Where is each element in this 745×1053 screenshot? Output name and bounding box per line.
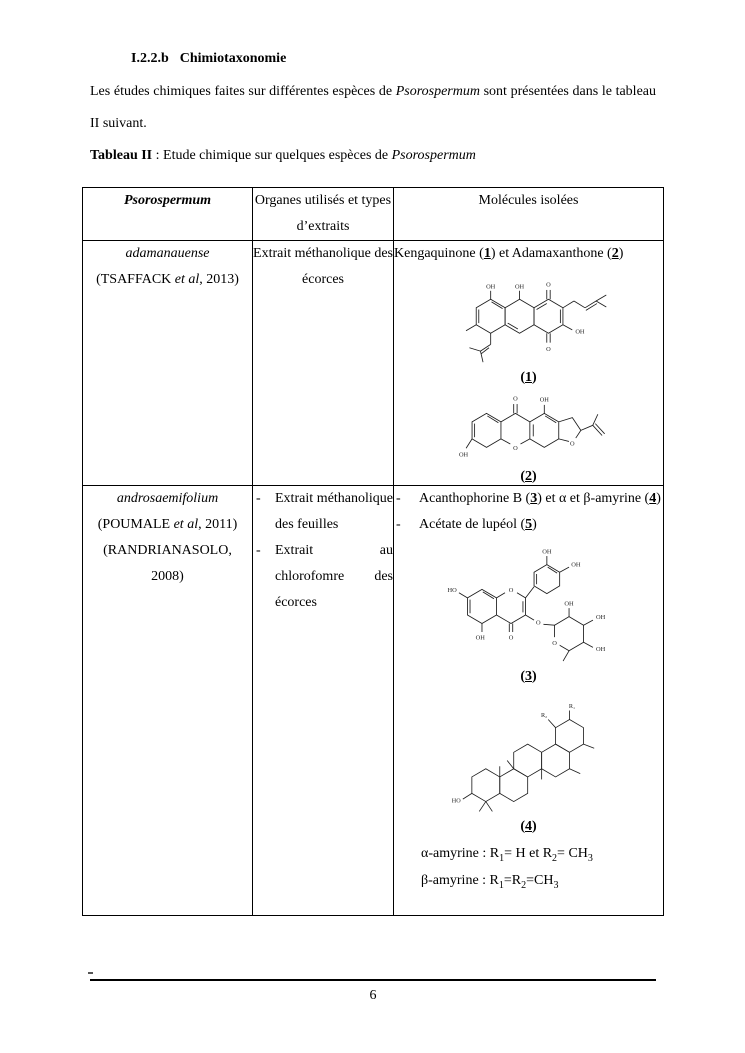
species-name: androsaemifolium xyxy=(116,491,219,506)
species-reference: (POUMALE et al, 2011) xyxy=(97,517,238,532)
list-item xyxy=(253,486,393,538)
atom-label: R₂ xyxy=(540,713,548,720)
organs-cell xyxy=(253,486,394,916)
adamaxanthone-structure-drawing xyxy=(444,386,614,468)
table-row-androsaemifolium xyxy=(83,486,664,916)
atom-label: OH xyxy=(596,645,606,653)
atom-label: O xyxy=(546,346,551,354)
bond-lines xyxy=(459,556,593,661)
atom-label: OH xyxy=(475,634,485,642)
page-content xyxy=(90,50,661,916)
atom-label: OH xyxy=(539,396,549,404)
alpha-amyrine-note: α-amyrine : $R_1= H$ et $R_2= CH_3$ xyxy=(421,846,593,864)
header-label: Psorospermum xyxy=(123,193,212,208)
structure-1-wrapper xyxy=(394,267,663,369)
atom-label: O xyxy=(569,440,575,448)
header-label: Organes utilisés et types d’extraits xyxy=(254,193,392,234)
list-item xyxy=(253,538,393,616)
dash-bullet: - xyxy=(256,491,261,506)
amyrine-structure-drawing xyxy=(446,685,611,818)
dash-bullet: - xyxy=(396,491,401,506)
list-item-text: Extrait méthanolique des feuilles xyxy=(275,491,393,532)
atom-label: O xyxy=(512,444,518,452)
molecules-title: Kengaquinone (1) et Adamaxanthone (2) xyxy=(394,246,624,261)
molecules-cell xyxy=(394,241,664,486)
molecules-cell xyxy=(394,486,664,916)
kengaquinone-structure-drawing xyxy=(441,267,616,369)
bond-lines xyxy=(463,710,594,811)
species-reference: (TSAFFACK et al, 2013) xyxy=(96,272,239,287)
table-row-adamanauense xyxy=(83,241,664,486)
footer-tick-mark xyxy=(88,972,93,974)
acanthophorine-structure-drawing xyxy=(441,538,616,668)
beta-amyrine-note: β-amyrine : $R_1=R_2=CH_3$ xyxy=(421,873,559,891)
list-item-text: Extrait au chlorofomre des écorces xyxy=(275,543,393,610)
structure-4-wrapper xyxy=(394,685,663,818)
header-cell-psorospermum xyxy=(83,188,253,241)
structure-1-label: (1) xyxy=(520,370,537,385)
list-item xyxy=(394,486,663,512)
atom-label: HO xyxy=(451,798,461,805)
bond-lines xyxy=(466,404,605,448)
atom-label: OH xyxy=(596,614,606,622)
chemistry-table xyxy=(82,187,664,916)
atom-label: OH xyxy=(486,283,496,291)
list-item-text: Acétate de lupéol (5) xyxy=(419,517,537,532)
bond-lines xyxy=(466,290,606,362)
table-header-row xyxy=(83,188,664,241)
intro-paragraph: Les études chimiques faites sur différentes espèces de Psorospermum sont présentées dans le tableau II suivant. xyxy=(90,84,657,131)
atom-label: O xyxy=(536,619,541,627)
footer-rule xyxy=(90,979,656,981)
amyrine-notes xyxy=(421,840,663,894)
structure-4-label: (4) xyxy=(520,819,537,834)
atom-label: OH xyxy=(458,451,468,459)
dash-bullet: - xyxy=(256,543,261,558)
atom-label: OH xyxy=(571,561,581,569)
header-cell-molecules xyxy=(394,188,664,241)
organs-text: Extrait méthanolique des écorces xyxy=(253,246,393,287)
atom-label: O xyxy=(552,639,557,647)
dash-bullet: - xyxy=(396,517,401,532)
atom-label: O xyxy=(508,634,514,642)
atom-label: R₁ xyxy=(568,703,576,710)
atom-label: O xyxy=(546,281,551,289)
species-reference: 2008) xyxy=(151,569,184,584)
structure-3-wrapper xyxy=(394,538,663,668)
structure-3-label: (3) xyxy=(520,669,537,684)
atom-label: HO xyxy=(447,586,457,594)
atom-label: O xyxy=(508,586,514,594)
list-item-text: Acanthophorine B (3) et α et β-amyrine (4) xyxy=(419,491,661,506)
atom-label: OH xyxy=(564,600,574,608)
header-cell-organes xyxy=(253,188,394,241)
structure-2-label: (2) xyxy=(520,469,537,484)
atom-label: OH xyxy=(514,283,525,291)
species-reference: (RANDRIANASOLO, xyxy=(103,543,232,558)
organs-cell xyxy=(253,241,394,486)
atom-label: O xyxy=(512,395,518,403)
section-heading: I.2.2.b Chimiotaxonomie xyxy=(131,51,287,66)
species-name: adamanauense xyxy=(125,246,210,261)
list-item xyxy=(394,512,663,538)
page-number: 6 xyxy=(369,988,377,1003)
table-caption: Tableau II : Etude chimique sur quelques espèces de Psorospermum xyxy=(90,148,476,163)
species-cell xyxy=(83,486,253,916)
atom-label: OH xyxy=(542,548,552,556)
species-cell xyxy=(83,241,253,486)
header-label: Molécules isolées xyxy=(478,193,579,208)
atom-label: OH xyxy=(575,328,585,336)
structure-2-wrapper xyxy=(394,386,663,468)
